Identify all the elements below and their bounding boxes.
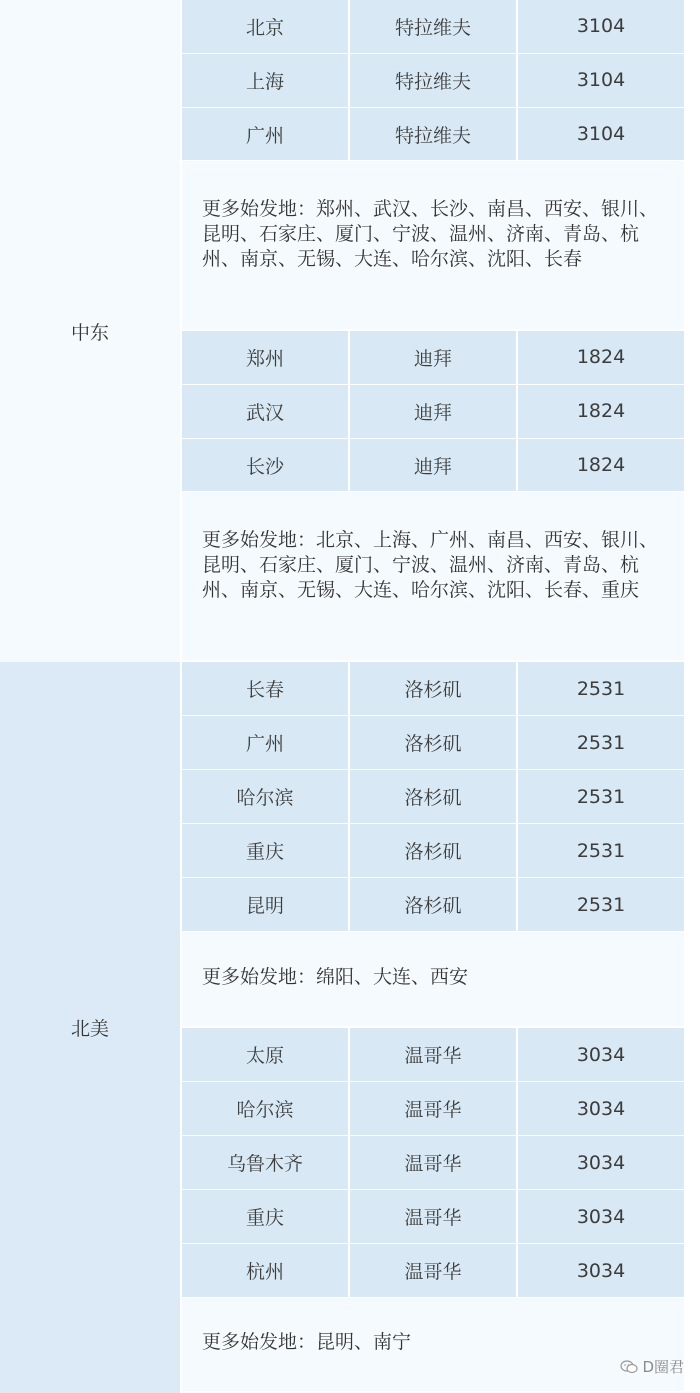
- more-origins-text: 更多始发地：绵阳、大连、西安: [182, 932, 684, 1028]
- table-row: [182, 1190, 684, 1244]
- price-cell: 1824: [518, 385, 684, 438]
- price-cell: 3034: [518, 1136, 684, 1189]
- destination-cell: 洛杉矶: [350, 770, 518, 823]
- table-row: [182, 716, 684, 770]
- region-mideast: [0, 0, 700, 662]
- origin-cell: 长春: [182, 662, 350, 715]
- table-row: [182, 439, 684, 493]
- price-cell: 2531: [518, 878, 684, 931]
- watermark: [620, 1356, 684, 1377]
- table-row: [182, 1244, 684, 1298]
- price-cell: 2531: [518, 662, 684, 715]
- origin-cell: 武汉: [182, 385, 350, 438]
- destination-cell: 迪拜: [350, 331, 518, 384]
- table-row: [182, 770, 684, 824]
- price-cell: 3104: [518, 108, 684, 161]
- price-cell: 3104: [518, 54, 684, 107]
- price-cell: 3104: [518, 0, 684, 53]
- destination-cell: 特拉维夫: [350, 108, 518, 161]
- region-rows: [182, 0, 684, 662]
- region-label: 北美: [0, 662, 182, 1393]
- price-cell: 3034: [518, 1244, 684, 1297]
- table-row: [182, 54, 684, 108]
- table-row: [182, 1028, 684, 1082]
- origin-cell: 广州: [182, 716, 350, 769]
- origin-cell: 长沙: [182, 439, 350, 492]
- destination-cell: 特拉维夫: [350, 54, 518, 107]
- wechat-icon: [620, 1360, 638, 1374]
- table-row: [182, 0, 684, 54]
- origin-cell: 杭州: [182, 1244, 350, 1297]
- more-origins-text: 更多始发地：昆明、南宁: [182, 1298, 684, 1393]
- price-cell: 2531: [518, 770, 684, 823]
- destination-cell: 洛杉矶: [350, 716, 518, 769]
- price-cell: 3034: [518, 1028, 684, 1081]
- price-cell: 1824: [518, 439, 684, 492]
- destination-cell: 迪拜: [350, 439, 518, 492]
- table-row: [182, 878, 684, 932]
- table-row: [182, 1082, 684, 1136]
- watermark-text: D圈君: [642, 1358, 684, 1376]
- table-row: [182, 385, 684, 439]
- destination-cell: 特拉维夫: [350, 0, 518, 53]
- more-origins-text: 更多始发地：北京、上海、广州、南昌、西安、银川、昆明、石家庄、厦门、宁波、温州、济南、青岛、杭州、南京、无锡、大连、哈尔滨、沈阳、长春、重庆: [182, 492, 684, 662]
- origin-cell: 重庆: [182, 1190, 350, 1243]
- origin-cell: 昆明: [182, 878, 350, 931]
- origin-cell: 北京: [182, 0, 350, 53]
- price-cell: 3034: [518, 1190, 684, 1243]
- region-label: 中东: [0, 0, 182, 662]
- origin-cell: 郑州: [182, 331, 350, 384]
- destination-cell: 温哥华: [350, 1028, 518, 1081]
- destination-cell: 洛杉矶: [350, 824, 518, 877]
- table-row: [182, 331, 684, 385]
- destination-cell: 洛杉矶: [350, 878, 518, 931]
- price-cell: 2531: [518, 824, 684, 877]
- origin-cell: 乌鲁木齐: [182, 1136, 350, 1189]
- origin-cell: 广州: [182, 108, 350, 161]
- region-rows: [182, 662, 684, 1393]
- table-row: [182, 824, 684, 878]
- destination-cell: 迪拜: [350, 385, 518, 438]
- price-cell: 1824: [518, 331, 684, 384]
- destination-cell: 温哥华: [350, 1190, 518, 1243]
- region-north-america: [0, 662, 700, 1393]
- price-cell: 2531: [518, 716, 684, 769]
- destination-cell: 温哥华: [350, 1082, 518, 1135]
- destination-cell: 温哥华: [350, 1244, 518, 1297]
- origin-cell: 哈尔滨: [182, 770, 350, 823]
- price-cell: 3034: [518, 1082, 684, 1135]
- origin-cell: 上海: [182, 54, 350, 107]
- origin-cell: 哈尔滨: [182, 1082, 350, 1135]
- more-origins-text: 更多始发地：郑州、武汉、长沙、南昌、西安、银川、昆明、石家庄、厦门、宁波、温州、济南、青岛、杭州、南京、无锡、大连、哈尔滨、沈阳、长春: [182, 161, 684, 331]
- origin-cell: 重庆: [182, 824, 350, 877]
- destination-cell: 洛杉矶: [350, 662, 518, 715]
- destination-cell: 温哥华: [350, 1136, 518, 1189]
- table-row: [182, 662, 684, 716]
- origin-cell: 太原: [182, 1028, 350, 1081]
- table-row: [182, 1136, 684, 1190]
- table-row: [182, 108, 684, 162]
